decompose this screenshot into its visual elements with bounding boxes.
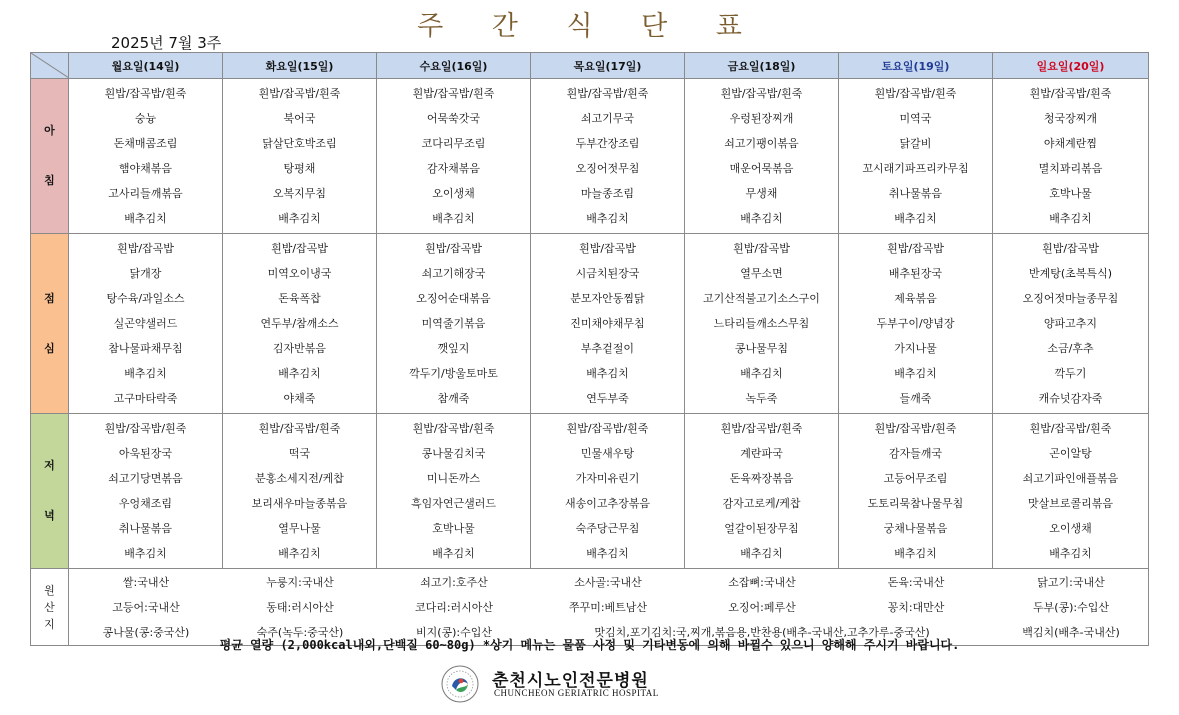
menu-item: 오징어젓무침 (575, 162, 640, 175)
menu-item: 흰밥/잡곡밥 (887, 242, 944, 255)
menu-item: 배추김치 (124, 212, 167, 225)
menu-item: 고등어무조림 (883, 472, 948, 485)
menu-item: 야채계란찜 (1043, 137, 1098, 150)
menu-item: 곤이알탕 (1049, 447, 1092, 460)
day-header-tue: 화요일(15일) (223, 53, 377, 79)
origin-row (31, 569, 1149, 646)
day-header-mon: 월요일(14일) (69, 53, 223, 79)
menu-item: 흰밥/잡곡밥/흰죽 (412, 87, 495, 100)
origin-item: 쌀:국내산 (122, 576, 170, 589)
menu-item: 두부구이/양념장 (876, 317, 955, 330)
day-header-sat: 토요일(19일) (839, 53, 993, 79)
dinner-cell (377, 414, 531, 569)
menu-item: 열무나물 (278, 522, 321, 535)
menu-item: 콩나물김치국 (421, 447, 486, 460)
dinner-label: 저 녁 (31, 414, 69, 569)
menu-item: 배추김치 (586, 547, 629, 560)
lunch-row (31, 234, 1149, 414)
corner-cell (31, 53, 69, 79)
menu-item: 오복지무침 (272, 187, 327, 200)
menu-item: 깍두기 (1054, 367, 1087, 380)
menu-item: 흰밥/잡곡밥/흰죽 (104, 87, 187, 100)
day-header-wed: 수요일(16일) (377, 53, 531, 79)
menu-item: 배추김치 (740, 212, 783, 225)
origin-content (69, 569, 1149, 646)
menu-item: 마늘종조림 (580, 187, 635, 200)
origin-item: 비지(콩):수입산 (415, 626, 493, 639)
menu-item: 배추김치 (124, 547, 167, 560)
menu-item: 캐슈넛감자죽 (1038, 392, 1103, 405)
menu-item: 고기산적불고기소스구이 (703, 292, 820, 305)
lunch-cell (531, 234, 685, 414)
day-header-fri: 금요일(18일) (685, 53, 839, 79)
origin-item: 오징어:페루산 (728, 601, 796, 614)
menu-item: 배추김치 (894, 367, 937, 380)
breakfast-label: 아 침 (31, 79, 69, 234)
diagonal-line-icon (31, 53, 69, 78)
menu-item: 연두부/참깨소스 (260, 317, 339, 330)
menu-item: 참깨죽 (437, 392, 470, 405)
menu-item: 제육볶음 (894, 292, 937, 305)
footnote: 평균 열량 (2,000kcal내외,단백질 60~80g) *상기 메뉴는 물품 사정 및 기타변동에 의해 바뀔수 있으니 양해해 주시기 바랍니다. (219, 638, 960, 652)
menu-item: 햄야채볶음 (118, 162, 173, 175)
menu-table (30, 52, 1149, 646)
lunch-cell (377, 234, 531, 414)
menu-item: 흰밥/잡곡밥/흰죽 (104, 422, 187, 435)
origin-item: 고등어:국내산 (112, 601, 180, 614)
menu-item: 참나물파채무침 (108, 342, 183, 355)
lunch-label: 점 심 (31, 234, 69, 414)
origin-item: 닭고기:국내산 (1037, 576, 1105, 589)
menu-item: 배추김치 (278, 367, 321, 380)
origin-item: 콩나물(콩:중국산) (102, 626, 190, 639)
menu-item: 탕평채 (283, 162, 316, 175)
breakfast-cell (839, 79, 993, 234)
menu-item: 탕수육/과일소스 (106, 292, 185, 305)
menu-item: 배추김치 (1049, 212, 1092, 225)
menu-item: 콩나물무침 (734, 342, 789, 355)
menu-item: 미역국 (899, 112, 932, 125)
hospital-emblem-icon (440, 664, 480, 704)
menu-item: 미역줄기볶음 (421, 317, 486, 330)
menu-item: 흰밥/잡곡밥/흰죽 (566, 422, 649, 435)
menu-item: 녹두죽 (745, 392, 778, 405)
menu-item: 취나물볶음 (888, 187, 943, 200)
menu-item: 진미채야채무침 (570, 317, 645, 330)
menu-item: 흰밥/잡곡밥/흰죽 (412, 422, 495, 435)
menu-item: 호박나물 (1049, 187, 1092, 200)
menu-item: 오징어순대볶음 (416, 292, 491, 305)
menu-item: 가지나물 (894, 342, 937, 355)
dinner-cell (685, 414, 839, 569)
menu-item: 쇠고기무국 (580, 112, 635, 125)
dinner-cell (839, 414, 993, 569)
breakfast-cell (685, 79, 839, 234)
menu-item: 고사리들깨볶음 (108, 187, 183, 200)
menu-item: 분모자안동찜닭 (570, 292, 645, 305)
menu-item: 흰밥/잡곡밥 (271, 242, 328, 255)
menu-item: 흰밥/잡곡밥/흰죽 (720, 422, 803, 435)
menu-item: 북어국 (283, 112, 316, 125)
menu-item: 코다리무조림 (421, 137, 486, 150)
menu-item: 미역오이냉국 (267, 267, 332, 280)
menu-item: 무생채 (745, 187, 778, 200)
hospital-name-ko: 춘천시노인전문병원 (492, 671, 649, 691)
menu-item: 꼬시래기파프리카무침 (862, 162, 969, 175)
menu-item: 흰밥/잡곡밥/흰죽 (258, 422, 341, 435)
menu-item: 깻잎지 (437, 342, 470, 355)
menu-item: 미니돈까스 (426, 472, 481, 485)
menu-item: 닭살단호박조림 (262, 137, 337, 150)
menu-item: 감자고로케/케찹 (722, 497, 801, 510)
menu-item: 배추김치 (124, 367, 167, 380)
menu-item: 고구마타락죽 (113, 392, 178, 405)
origin-item: 두부(콩):수입산 (1032, 601, 1110, 614)
origin-item: 누룽지:국내산 (266, 576, 334, 589)
menu-item: 우엉채조림 (118, 497, 173, 510)
menu-item: 흰밥/잡곡밥 (425, 242, 482, 255)
menu-item: 돈육폭찹 (278, 292, 321, 305)
origin-item: 쇠고기:호주산 (420, 576, 488, 589)
menu-item: 흑임자연근샐러드 (410, 497, 496, 510)
menu-item: 배추김치 (432, 212, 475, 225)
menu-item: 맛살브로콜리볶음 (1027, 497, 1113, 510)
menu-item: 취나물볶음 (118, 522, 173, 535)
breakfast-cell (377, 79, 531, 234)
dinner-cell (993, 414, 1149, 569)
menu-item: 배추김치 (586, 212, 629, 225)
lunch-cell (839, 234, 993, 414)
menu-item: 매운어묵볶음 (729, 162, 794, 175)
menu-item: 배추김치 (586, 367, 629, 380)
origin-item: 소사골:국내산 (574, 576, 642, 589)
menu-item: 배추김치 (894, 212, 937, 225)
origin-item: 코다리:러시아산 (414, 601, 494, 614)
menu-item: 배추김치 (278, 212, 321, 225)
dinner-row (31, 414, 1149, 569)
origin-table (69, 570, 1149, 645)
origin-item: 숙주(녹두:중국산) (256, 626, 344, 639)
menu-item: 닭개장 (129, 267, 162, 280)
menu-item: 두부간장조림 (575, 137, 640, 150)
menu-item: 보리새우마늘종볶음 (251, 497, 348, 510)
menu-item: 흰밥/잡곡밥 (733, 242, 790, 255)
lunch-cell (685, 234, 839, 414)
menu-item: 깍두기/방울토마토 (409, 367, 498, 380)
menu-item: 도토리묵참나물무침 (867, 497, 964, 510)
lunch-cell (223, 234, 377, 414)
menu-item: 어묵쑥갓국 (426, 112, 481, 125)
origin-item-kimchi: 맛김치,포기김치:국,찌개,볶음용,반찬용(배추-국내산,고추가루-중국산) (594, 626, 930, 639)
dinner-cell (531, 414, 685, 569)
page-title: 주 간 식 단 표 (417, 11, 762, 42)
day-header-row (31, 53, 1149, 79)
menu-item: 청국장찌개 (1043, 112, 1098, 125)
menu-item: 민물새우탕 (580, 447, 635, 460)
menu-item: 돈채매콤조림 (113, 137, 178, 150)
menu-item: 흰밥/잡곡밥/흰죽 (258, 87, 341, 100)
menu-item: 들깨죽 (899, 392, 932, 405)
menu-item: 흰밥/잡곡밥/흰죽 (874, 422, 957, 435)
origin-line-1 (69, 570, 1149, 595)
menu-item: 연두부죽 (586, 392, 629, 405)
menu-item: 감자들깨국 (888, 447, 943, 460)
menu-item: 호박나물 (432, 522, 475, 535)
menu-item: 부추겉절이 (580, 342, 635, 355)
breakfast-cell (69, 79, 223, 234)
week-label: 2025년 7월 3주 (111, 34, 222, 52)
menu-item: 배추김치 (740, 367, 783, 380)
breakfast-row (31, 79, 1149, 234)
menu-item: 배추김치 (278, 547, 321, 560)
menu-item: 쇠고기파인애플볶음 (1022, 472, 1119, 485)
origin-item: 동태:러시아산 (266, 601, 334, 614)
menu-item: 쇠고기팽이볶음 (724, 137, 799, 150)
menu-item: 김자반볶음 (272, 342, 327, 355)
menu-item: 쇠고기해장국 (421, 267, 486, 280)
menu-item: 배추김치 (432, 547, 475, 560)
menu-item: 감자채볶음 (426, 162, 481, 175)
menu-item: 가자미유린기 (575, 472, 640, 485)
menu-item: 흰밥/잡곡밥 (117, 242, 174, 255)
menu-item: 야채죽 (283, 392, 316, 405)
origin-item: 소잡뼈:국내산 (728, 576, 796, 589)
origin-item: 꽁치:대만산 (887, 601, 945, 614)
menu-item: 오징어젓마늘종무침 (1022, 292, 1119, 305)
lunch-cell (69, 234, 223, 414)
menu-item: 아욱된장국 (118, 447, 173, 460)
menu-item: 계란파국 (740, 447, 783, 460)
origin-item: 쭈꾸미:베트남산 (568, 601, 648, 614)
menu-item: 새송이고추장볶음 (564, 497, 650, 510)
day-header-thu: 목요일(17일) (531, 53, 685, 79)
menu-item: 반계탕(초복특식) (1029, 267, 1112, 280)
origin-item: 돈육:국내산 (887, 576, 945, 589)
menu-item: 오이생채 (1049, 522, 1092, 535)
menu-item: 숭늉 (134, 112, 157, 125)
menu-item: 흰밥/잡곡밥/흰죽 (566, 87, 649, 100)
menu-item: 배추된장국 (888, 267, 943, 280)
menu-item: 숙주당근무침 (575, 522, 640, 535)
menu-item: 소금/후추 (1047, 342, 1094, 355)
dinner-cell (69, 414, 223, 569)
menu-item: 배추김치 (1049, 547, 1092, 560)
menu-item: 열무소면 (740, 267, 783, 280)
menu-item: 흰밥/잡곡밥/흰죽 (874, 87, 957, 100)
menu-item: 궁채나물볶음 (883, 522, 948, 535)
hospital-logo (440, 664, 680, 704)
hospital-name-en: CHUNCHEON GERIATRIC HOSPITAL (494, 688, 659, 698)
menu-item: 흰밥/잡곡밥/흰죽 (1029, 422, 1112, 435)
menu-item: 떡국 (288, 447, 311, 460)
menu-item: 양파고추지 (1043, 317, 1098, 330)
lunch-cell (993, 234, 1149, 414)
menu-item: 얼갈이된장무침 (724, 522, 799, 535)
menu-item: 느타리들깨소스무침 (713, 317, 810, 330)
origin-item: 백김치(배추-국내산) (1022, 626, 1120, 639)
menu-item: 닭갈비 (899, 137, 932, 150)
dinner-cell (223, 414, 377, 569)
day-header-sun: 일요일(20일) (993, 53, 1149, 79)
menu-item: 돈육짜장볶음 (729, 472, 794, 485)
menu-item: 배추김치 (740, 547, 783, 560)
origin-line-2 (69, 595, 1149, 620)
breakfast-cell (993, 79, 1149, 234)
menu-item: 분홍소세지전/케찹 (255, 472, 344, 485)
menu-item: 멸치꽈리볶음 (1038, 162, 1103, 175)
menu-item: 흰밥/잡곡밥 (579, 242, 636, 255)
menu-item: 흰밥/잡곡밥/흰죽 (720, 87, 803, 100)
menu-item: 우렁된장찌개 (729, 112, 794, 125)
menu-item: 흰밥/잡곡밥 (1042, 242, 1099, 255)
menu-item: 실곤약샐러드 (113, 317, 178, 330)
menu-item: 오이생채 (432, 187, 475, 200)
origin-label: 원 산 지 (31, 569, 69, 646)
menu-item: 흰밥/잡곡밥/흰죽 (1029, 87, 1112, 100)
menu-item: 쇠고기당면볶음 (108, 472, 183, 485)
menu-item: 시금치된장국 (575, 267, 640, 280)
breakfast-cell (531, 79, 685, 234)
breakfast-cell (223, 79, 377, 234)
menu-item: 배추김치 (894, 547, 937, 560)
